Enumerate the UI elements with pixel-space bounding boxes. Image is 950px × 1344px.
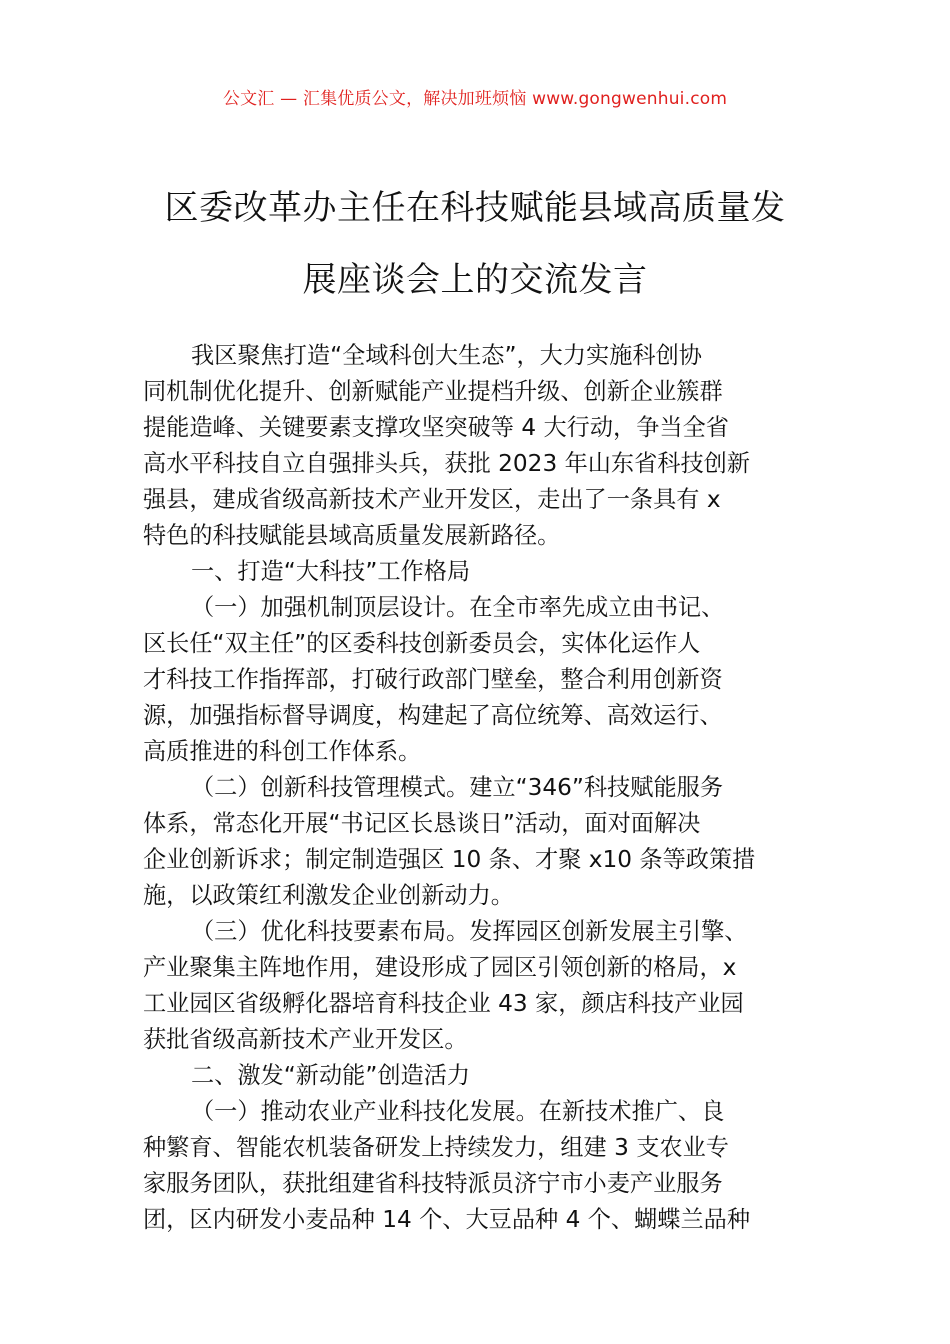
body-line: 获批省级高新技术产业开发区。: [143, 1026, 468, 1053]
body-line: 产业聚集主阵地作用，建设形成了园区引领创新的格局，x: [143, 954, 737, 981]
body-line: 种繁育、智能农机装备研发上持续发力，组建 3 支农业专: [143, 1134, 729, 1161]
site-header-banner: 公文汇 — 汇集优质公文，解决加班烦恼 www.gongwenhui.com: [222, 89, 728, 109]
body-line: 体系，常态化开展“书记区长恳谈日”活动，面对面解决: [143, 810, 701, 837]
body-line: 特色的科技赋能县域高质量发展新路径。: [143, 522, 561, 549]
body-line: 工业园区省级孵化器培育科技企业 43 家，颜店科技产业园: [143, 990, 744, 1017]
body-line: （二）创新科技管理模式。建立“346”科技赋能服务: [191, 774, 724, 801]
body-line: 区长任“双主任”的区委科技创新委员会，实体化运作人: [143, 630, 701, 657]
body-line: 高水平科技自立自强排头兵，获批 2023 年山东省科技创新: [143, 450, 751, 477]
body-line: （一）加强机制顶层设计。在全市率先成立由书记、: [191, 594, 725, 621]
body-line: 企业创新诉求；制定制造强区 10 条、才聚 x10 条等政策措: [143, 846, 756, 873]
body-line: 二、激发“新动能”创造活力: [191, 1062, 471, 1089]
document-title-line-2: 展座谈会上的交流发言: [302, 260, 648, 300]
document-body: [143, 338, 813, 1238]
body-line: 才科技工作指挥部，打破行政部门壁垒，整合利用创新资: [143, 666, 723, 693]
body-line: 团，区内研发小麦品种 14 个、大豆品种 4 个、蝴蝶兰品种: [143, 1206, 751, 1233]
body-line: 源，加强指标督导调度，构建起了高位统筹、高效运行、: [143, 702, 723, 729]
body-line: 提能造峰、关键要素支撑攻坚突破等 4 大行动，争当全省: [143, 414, 729, 441]
body-line: 同机制优化提升、创新赋能产业提档升级、创新企业簇群: [143, 378, 723, 405]
body-line: （三）优化科技要素布局。发挥园区创新发展主引擎、: [191, 918, 748, 945]
body-line: 施，以政策红利激发企业创新动力。: [143, 882, 514, 909]
body-line: （一）推动农业产业科技化发展。在新技术推广、良: [191, 1098, 725, 1125]
body-line: 强县，建成省级高新技术产业开发区，走出了一条具有 x: [143, 486, 721, 513]
body-line: 高质推进的科创工作体系。: [143, 738, 422, 765]
body-line: 家服务团队，获批组建省科技特派员济宁市小麦产业服务: [143, 1170, 723, 1197]
document-title-line-1: 区委改革办主任在科技赋能县域高质量发: [164, 188, 786, 228]
body-line: 我区聚焦打造“全域科创大生态”，大力实施科创协: [191, 342, 702, 369]
body-line: 一、打造“大科技”工作格局: [191, 558, 471, 585]
